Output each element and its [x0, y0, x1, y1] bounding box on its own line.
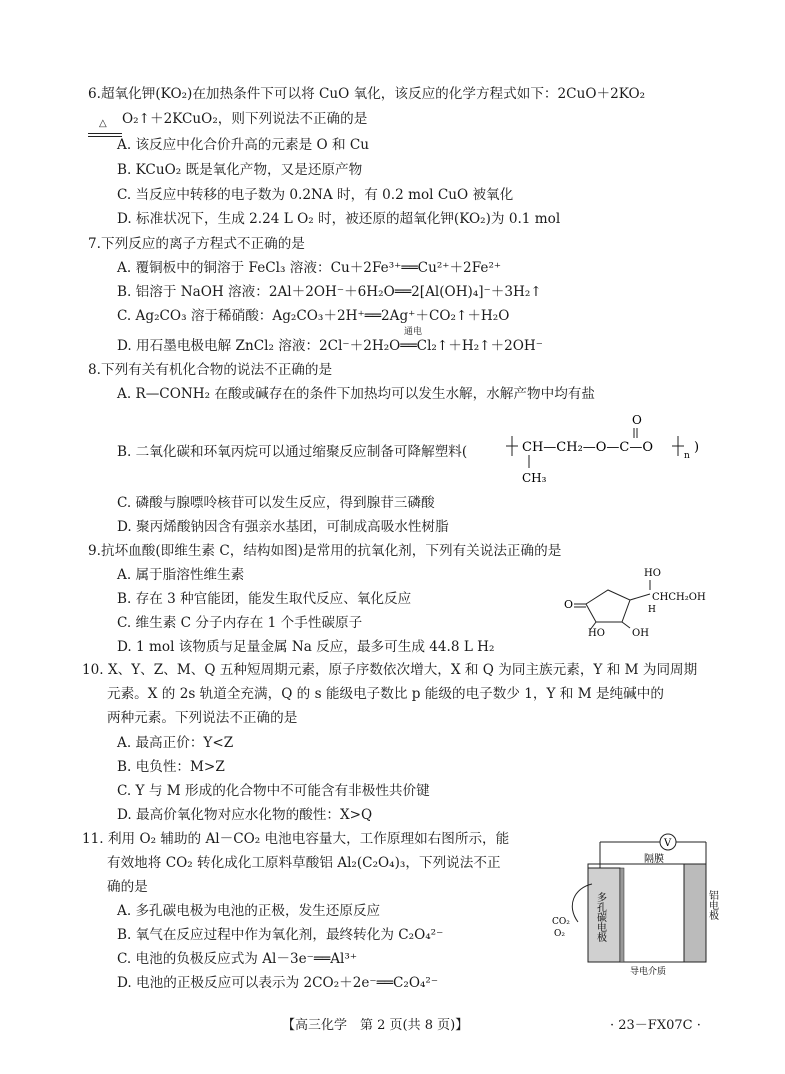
q7-stem: 7.下列反应的离子方程式不正确的是 — [88, 236, 305, 252]
vitamin-c-structure — [560, 560, 710, 640]
q6-option-b: B. KCuO₂ 既是氧化产物，又是还原产物 — [117, 162, 363, 178]
svg-text:V: V — [664, 838, 672, 849]
q8-option-c: C. 磷酸与腺嘌呤核苷可以发生反应，得到腺苷三磷酸 — [117, 495, 435, 511]
q8-option-a: A. R—CONH₂ 在酸或碱存在的条件下加热均可以发生水解，水解产物中均有盐 — [117, 386, 595, 402]
q8-option-d: D. 聚丙烯酸钠因含有强亲水基团，可制成高吸水性树脂 — [117, 519, 449, 535]
q6-line1: 6.超氧化钾(KO₂)在加热条件下可以将 CuO 氧化，该反应的化学方程式如下：2CuO＋2KO₂ — [88, 86, 646, 102]
q11-line2: 有效地将 CO₂ 转化成化工原料草酸铝 Al₂(C₂O₄)₃，下列说法不正 — [107, 855, 501, 871]
q6-line2: △ O₂↑＋2KCuO₂，则下列说法不正确的是 — [88, 109, 367, 129]
svg-text:CO₂: CO₂ — [552, 917, 570, 927]
q6-option-c: C. 当反应中转移的电子数为 0.2NA 时，有 0.2 mol CuO 被氧化 — [117, 187, 514, 203]
q9-option-d: D. 1 mol 该物质与足量金属 Na 反应，最多可生成 44.8 L H₂ — [117, 639, 495, 655]
svg-text:O₂: O₂ — [554, 929, 565, 939]
footer-code: · 23－FX07C · — [610, 1018, 701, 1033]
q7-option-d: D. 用石墨电极电解 ZnCl₂ 溶液：2Cl⁻＋2H₂O══Cl₂↑＋H₂↑＋2OH⁻ — [117, 338, 543, 354]
svg-text:HO: HO — [644, 568, 661, 579]
q10-line1: 10. X、Y、Z、M、Q 五种短周期元素，原子序数依次增大，X 和 Q 为同主族元素，Y 和 M 为同周期 — [82, 662, 698, 678]
q9-option-a: A. 属于脂溶性维生素 — [117, 567, 245, 583]
svg-text:H: H — [648, 605, 656, 615]
svg-text:CHCH₂OH: CHCH₂OH — [652, 592, 706, 603]
q7-option-b: B. 铝溶于 NaOH 溶液：2Al＋2OH⁻＋6H₂O══2[Al(OH)₄]⁻＋3H₂↑ — [117, 284, 542, 300]
q9-option-c: C. 维生素 C 分子内存在 1 个手性碳原子 — [117, 615, 363, 631]
svg-text:): ) — [694, 440, 700, 455]
svg-text:O: O — [564, 598, 574, 611]
svg-text:n: n — [684, 451, 690, 461]
svg-text:导电介质: 导电介质 — [630, 967, 667, 976]
q11-line3: 确的是 — [107, 879, 148, 895]
q8-stem: 8.下列有关有机化合物的说法不正确的是 — [88, 362, 333, 378]
svg-text:多孔碳电极: 多孔碳电极 — [594, 892, 606, 942]
q10-line3: 两种元素。下列说法不正确的是 — [107, 710, 298, 726]
q9-stem: 9.抗坏血酸(即维生素 C，结构如图)是常用的抗氧化剂，下列有关说法正确的是 — [88, 543, 562, 559]
q10-option-d: D. 最高价氧化物对应水化物的酸性：X>Q — [117, 807, 373, 823]
polymer-structure — [500, 408, 710, 488]
svg-text:铝电极: 铝电极 — [706, 890, 718, 920]
q10-option-c: C. Y 与 M 形成的化合物中不可能含有非极性共价键 — [117, 783, 430, 799]
q10-option-b: B. 电负性：M>Z — [117, 759, 225, 775]
q7-d-condition: 通电 — [404, 327, 423, 337]
q11-option-b: B. 氧气在反应过程中作为氧化剂，最终转化为 C₂O₄²⁻ — [117, 927, 444, 943]
battery-diagram — [548, 826, 728, 976]
q11-line1: 11. 利用 O₂ 辅助的 Al－CO₂ 电池电容量大，工作原理如右图所示，能 — [82, 831, 510, 847]
q9-option-b: B. 存在 3 种官能团，能发生取代反应、氧化反应 — [117, 591, 412, 607]
svg-text:HO: HO — [588, 628, 605, 639]
q11-option-a: A. 多孔碳电极为电池的正极，发生还原反应 — [117, 903, 381, 919]
q8-option-b: B. 二氧化碳和环氧丙烷可以通过缩聚反应制备可降解塑料( — [117, 444, 468, 460]
q7-option-a: A. 覆铜板中的铜溶于 FeCl₃ 溶液：Cu＋2Fe³⁺══Cu²⁺＋2Fe²⁺ — [117, 260, 502, 276]
footer-page-info: 【高三化学 第 2 页(共 8 页)】 — [282, 1018, 469, 1033]
q11-option-d: D. 电池的正极反应可以表示为 2CO₂＋2e⁻══C₂O₄²⁻ — [117, 975, 439, 991]
svg-text:CH—CH₂—O—C—O: CH—CH₂—O—C—O — [522, 440, 654, 455]
svg-text:隔膜: 隔膜 — [644, 854, 664, 865]
svg-text:CH₃: CH₃ — [522, 471, 547, 485]
q10-line2: 元素。X 的 2s 轨道全充满，Q 的 s 能级电子数比 p 能级的电子数少 1，Y 和 M 是纯碱中的 — [107, 686, 664, 702]
q11-option-c: C. 电池的负极反应式为 Al－3e⁻══Al³⁺ — [117, 951, 358, 967]
q6-option-a: A. 该反应中化合价升高的元素是 O 和 Cu — [117, 137, 370, 153]
q6-option-d: D. 标准状况下，生成 2.24 L O₂ 时，被还原的超氧化钾(KO₂)为 0.1 mol — [117, 211, 561, 227]
svg-text:O: O — [632, 413, 642, 427]
svg-text:OH: OH — [632, 628, 649, 639]
q7-option-c: C. Ag₂CO₃ 溶于稀硝酸：Ag₂CO₃＋2H⁺══2Ag⁺＋CO₂↑＋H₂O — [117, 308, 510, 324]
q10-option-a: A. 最高正价：Y<Z — [117, 735, 234, 751]
